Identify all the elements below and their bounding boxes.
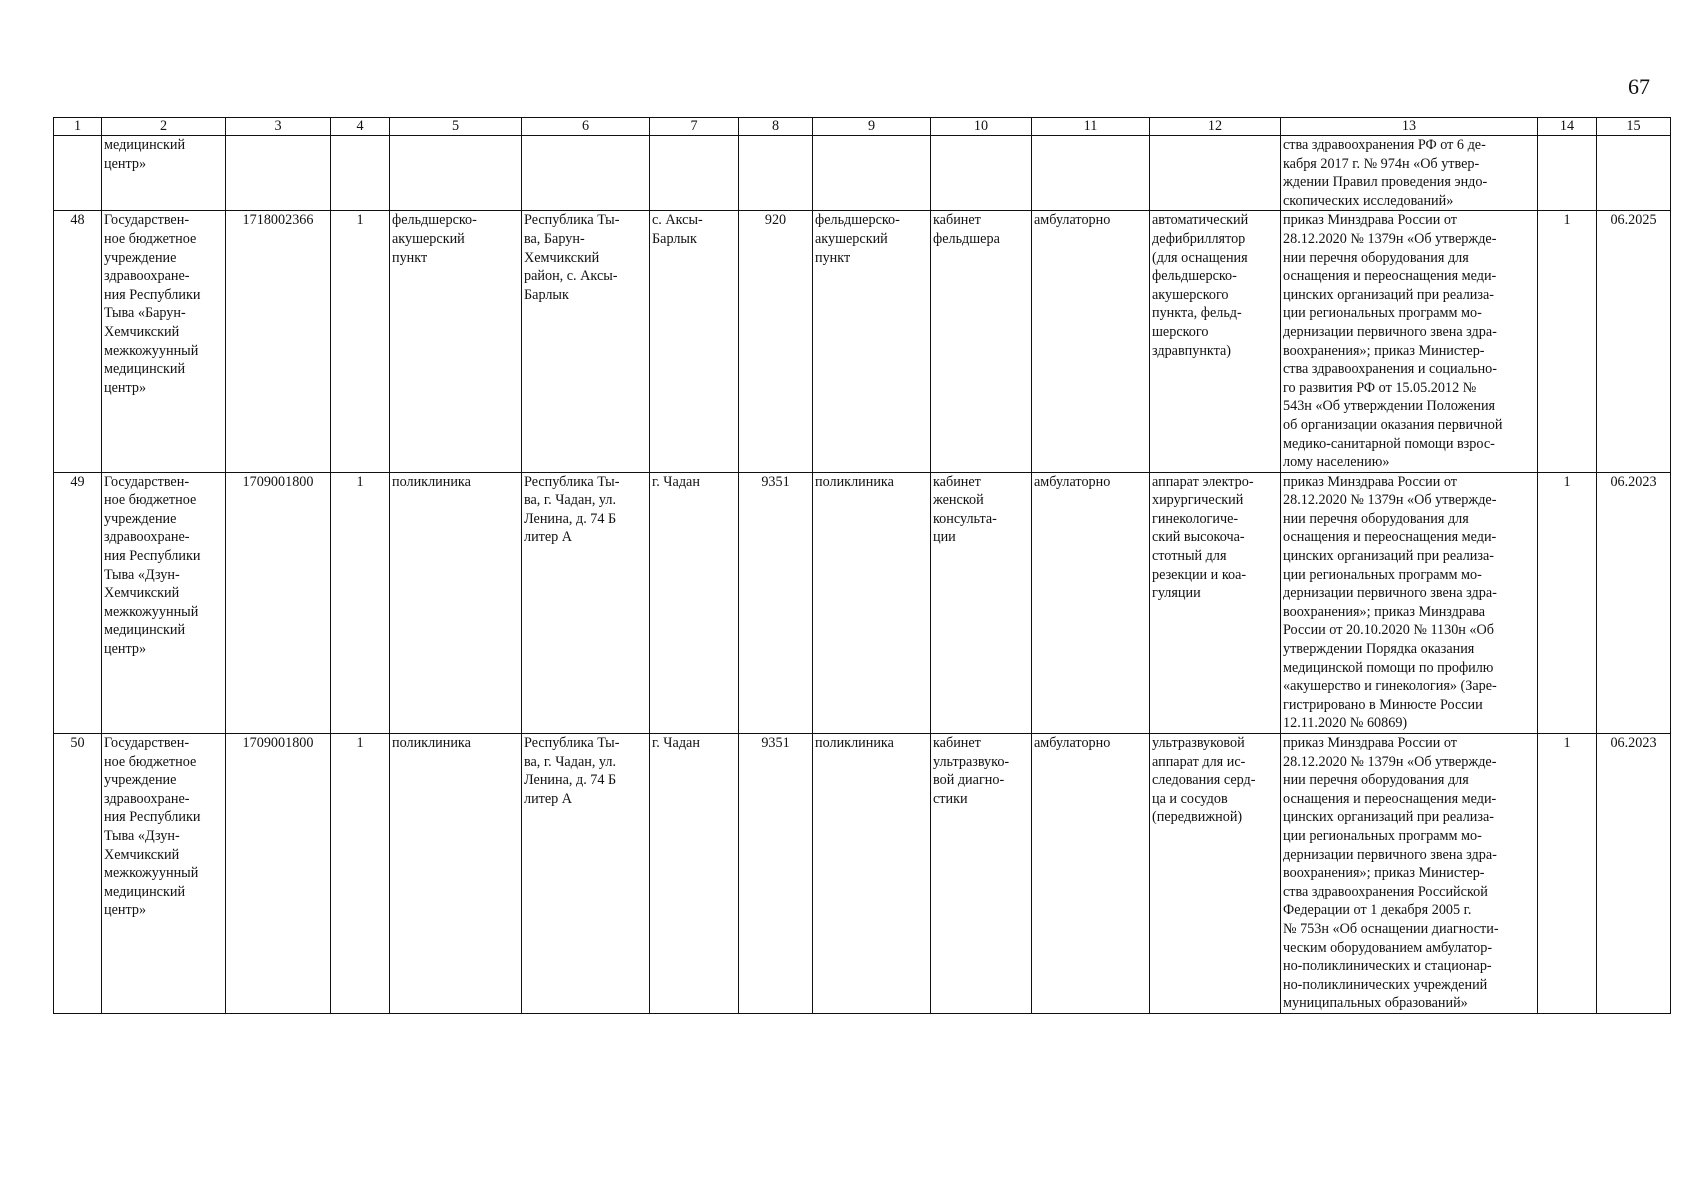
facility-type-cell: поликлиника bbox=[390, 734, 522, 1014]
basis-cell: приказ Минздрава России от 28.12.2020 № 1379н «Об утвержде- нии перечня оборудования для оснащения и переоснащения меди- цинских организаций при реализа- ции региональных программ мо- дернизации первичного звена здра- воохранения»; приказ Министер- ства здравоохранения Российской Федерации от 1 декабря 2005 г. № 753н «Об оснащении диагности- ческим оборудованием амбулатор- но-поликлинических и стационар- но-поликлинических учреждений муниципальных образований» bbox=[1281, 734, 1538, 1014]
unit-cell: поликлиника bbox=[813, 734, 931, 1014]
quantity-cell: 1 bbox=[331, 211, 390, 472]
date-cell: 06.2023 bbox=[1597, 472, 1671, 733]
column-header: 14 bbox=[1538, 118, 1597, 136]
locality-cell bbox=[650, 136, 739, 211]
column-header: 2 bbox=[102, 118, 226, 136]
address-cell: Республика Ты- ва, г. Чадан, ул. Ленина, д. 74 Б литер А bbox=[522, 734, 650, 1014]
basis-cell: приказ Минздрава России от 28.12.2020 № 1379н «Об утвержде- нии перечня оборудования для оснащения и переоснащения меди- цинских организаций при реализа- ции региональных программ мо- дернизации первичного звена здра- воохранения»; приказ Министер- ства здравоохранения и социально- го развития РФ от 15.05.2012 № 543н «Об утверждении Положения об организации оказания первичной медико-санитарной помощи взрос- лому населению» bbox=[1281, 211, 1538, 472]
basis-cell: ства здравоохранения РФ от 6 де- кабря 2017 г. № 974н «Об утвер- ждении Правил проведения эндо- скопических исследований» bbox=[1281, 136, 1538, 211]
inn-cell: 1718002366 bbox=[226, 211, 331, 472]
column-header: 15 bbox=[1597, 118, 1671, 136]
column-header: 3 bbox=[226, 118, 331, 136]
room-cell: кабинет фельдшера bbox=[931, 211, 1032, 472]
mode-cell: амбулаторно bbox=[1032, 734, 1150, 1014]
locality-cell: г. Чадан bbox=[650, 734, 739, 1014]
table-row bbox=[54, 472, 1671, 733]
address-cell: Республика Ты- ва, Барун- Хемчикский район, с. Аксы- Барлык bbox=[522, 211, 650, 472]
column-header: 1 bbox=[54, 118, 102, 136]
organization-cell: Государствен- ное бюджетное учреждение здравоохране- ния Республики Тыва «Дзун- Хемчикский межкожуунный медицинский центр» bbox=[102, 472, 226, 733]
row-number: 50 bbox=[54, 734, 102, 1014]
inn-cell bbox=[226, 136, 331, 211]
quantity-cell bbox=[331, 136, 390, 211]
column-header: 4 bbox=[331, 118, 390, 136]
column-header: 8 bbox=[739, 118, 813, 136]
population-cell bbox=[739, 136, 813, 211]
equipment-cell: автоматический дефибриллятор (для оснащения фельдшерско- акушерского пункта, фельд- шерского здравпункта) bbox=[1150, 211, 1281, 472]
equipment-cell bbox=[1150, 136, 1281, 211]
organization-cell: Государствен- ное бюджетное учреждение здравоохране- ния Республики Тыва «Барун- Хемчикский межкожуунный медицинский центр» bbox=[102, 211, 226, 472]
locality-cell: г. Чадан bbox=[650, 472, 739, 733]
quantity-cell: 1 bbox=[331, 472, 390, 733]
locality-cell: с. Аксы- Барлык bbox=[650, 211, 739, 472]
unit-cell bbox=[813, 136, 931, 211]
date-cell bbox=[1597, 136, 1671, 211]
column-header: 6 bbox=[522, 118, 650, 136]
room-cell: кабинет женской консульта- ции bbox=[931, 472, 1032, 733]
mode-cell: амбулаторно bbox=[1032, 472, 1150, 733]
mode-cell: амбулаторно bbox=[1032, 211, 1150, 472]
column-header: 13 bbox=[1281, 118, 1538, 136]
room-cell bbox=[931, 136, 1032, 211]
room-cell: кабинет ультразвуко- вой диагно- стики bbox=[931, 734, 1032, 1014]
unit-cell: поликлиника bbox=[813, 472, 931, 733]
table-row bbox=[54, 211, 1671, 472]
column-header: 10 bbox=[931, 118, 1032, 136]
address-cell: Республика Ты- ва, г. Чадан, ул. Ленина, д. 74 Б литер А bbox=[522, 472, 650, 733]
facility-type-cell: фельдшерско- акушерский пункт bbox=[390, 211, 522, 472]
basis-cell: приказ Минздрава России от 28.12.2020 № 1379н «Об утвержде- нии перечня оборудования для оснащения и переоснащения меди- цинских организаций при реализа- ции региональных программ мо- дернизации первичного звена здра- воохранения»; приказ Минздрава России от 20.10.2020 № 1130н «Об утверждении Порядка оказания медицинской помощи по профилю «акушерство и гинекология» (Заре- гистрировано в Минюсте России 12.11.2020 № 60869) bbox=[1281, 472, 1538, 733]
facility-type-cell: поликлиника bbox=[390, 472, 522, 733]
count-cell: 1 bbox=[1538, 734, 1597, 1014]
equipment-table bbox=[53, 117, 1671, 1014]
equipment-cell: ультразвуковой аппарат для ис- следования серд- ца и сосудов (передвижной) bbox=[1150, 734, 1281, 1014]
column-header: 12 bbox=[1150, 118, 1281, 136]
population-cell: 9351 bbox=[739, 472, 813, 733]
date-cell: 06.2025 bbox=[1597, 211, 1671, 472]
row-number: 48 bbox=[54, 211, 102, 472]
organization-cell: Государствен- ное бюджетное учреждение здравоохране- ния Республики Тыва «Дзун- Хемчикский межкожуунный медицинский центр» bbox=[102, 734, 226, 1014]
inn-cell: 1709001800 bbox=[226, 734, 331, 1014]
count-cell bbox=[1538, 136, 1597, 211]
unit-cell: фельдшерско- акушерский пункт bbox=[813, 211, 931, 472]
column-header: 11 bbox=[1032, 118, 1150, 136]
inn-cell: 1709001800 bbox=[226, 472, 331, 733]
population-cell: 920 bbox=[739, 211, 813, 472]
organization-cell: медицинский центр» bbox=[102, 136, 226, 211]
table-row bbox=[54, 734, 1671, 1014]
column-header: 7 bbox=[650, 118, 739, 136]
address-cell bbox=[522, 136, 650, 211]
population-cell: 9351 bbox=[739, 734, 813, 1014]
column-header: 5 bbox=[390, 118, 522, 136]
table-header bbox=[54, 118, 1671, 136]
row-number: 49 bbox=[54, 472, 102, 733]
table-row bbox=[54, 136, 1671, 211]
row-number bbox=[54, 136, 102, 211]
count-cell: 1 bbox=[1538, 211, 1597, 472]
page-number: 67 bbox=[1628, 74, 1650, 99]
count-cell: 1 bbox=[1538, 472, 1597, 733]
mode-cell bbox=[1032, 136, 1150, 211]
facility-type-cell bbox=[390, 136, 522, 211]
quantity-cell: 1 bbox=[331, 734, 390, 1014]
date-cell: 06.2023 bbox=[1597, 734, 1671, 1014]
equipment-cell: аппарат электро- хирургический гинекологиче- ский высокоча- стотный для резекции и коа- гуляции bbox=[1150, 472, 1281, 733]
column-header: 9 bbox=[813, 118, 931, 136]
